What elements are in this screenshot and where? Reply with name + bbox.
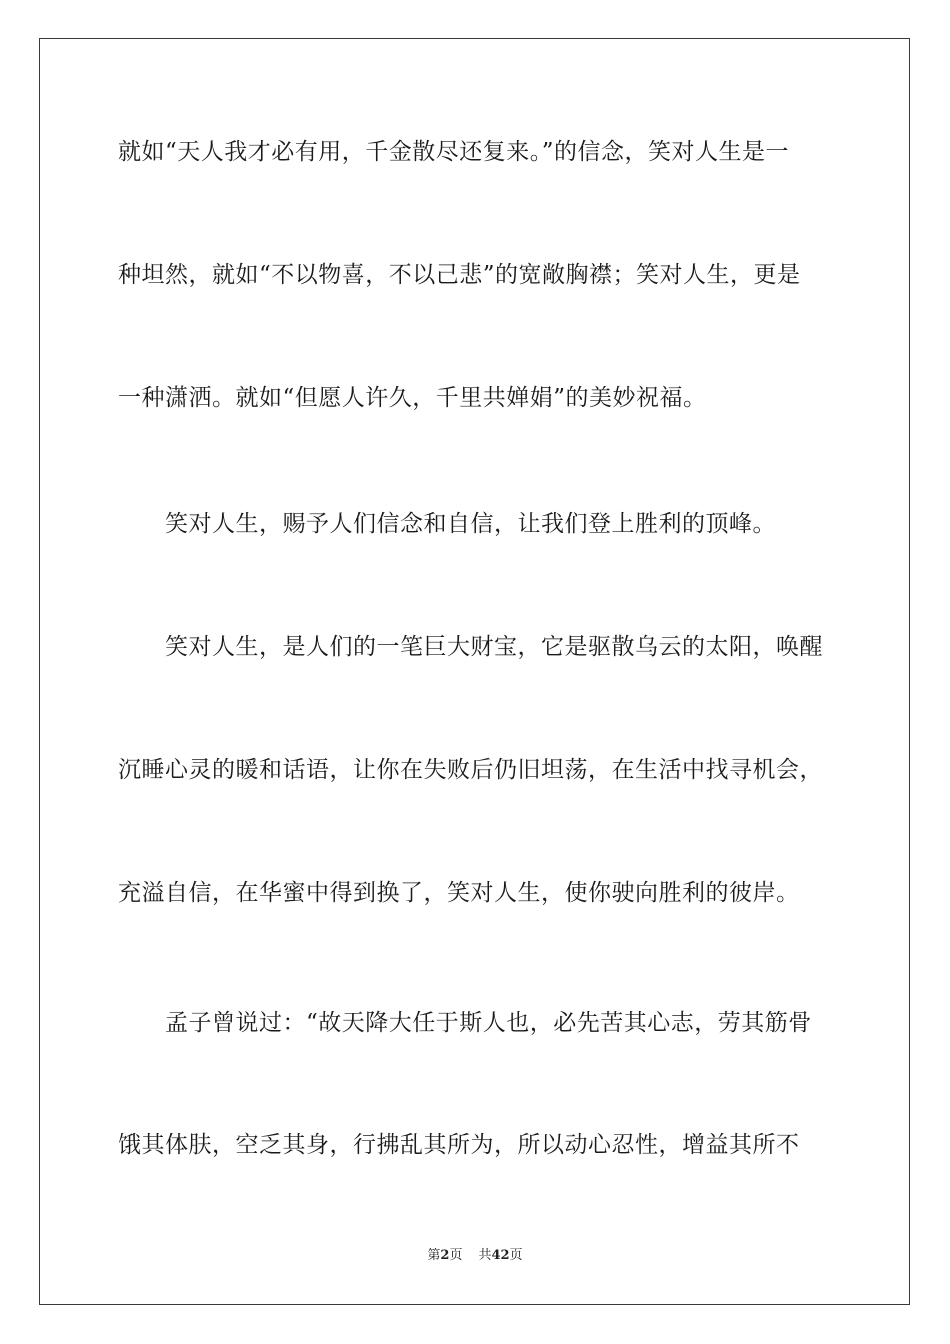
footer-total-prefix: 共 [478, 1248, 492, 1263]
paragraph-first-line: 笑对人生，是人们的一笔巨大财宝，它是驱散乌云的太阳，唤醒 [165, 634, 823, 660]
footer-page-prefix: 第 [427, 1248, 441, 1263]
footer-page-number: 2 [440, 1248, 450, 1263]
body-text-line: 充溢自信，在华蜜中得到换了，笑对人生，使你驶向胜利的彼岸。 [118, 880, 800, 906]
footer-total-pages: 42 [491, 1248, 510, 1263]
body-text-line: 饿其体肤，空乏其身，行拂乱其所为，所以动心忍性，增益其所不 [118, 1132, 800, 1158]
body-text-line: 就如“天人我才必有用，千金散尽还复来。”的信念，笑对人生是一 [118, 139, 790, 165]
footer-total-suffix: 页 [509, 1248, 523, 1263]
body-text-line: 种坦然，就如“不以物喜，不以己悲”的宽敞胸襟；笑对人生，更是 [118, 262, 801, 288]
page-border [39, 38, 910, 1305]
paragraph-first-line: 孟子曾说过：“故天降大任于斯人也，必先苦其心志，劳其筋骨 [165, 1010, 812, 1036]
footer-page-suffix: 页 [449, 1248, 463, 1263]
body-text-line: 一种潇洒。就如“但愿人许久，千里共婵娟”的美妙祝福。 [118, 385, 707, 411]
paragraph-first-line: 笑对人生，赐予人们信念和自信，让我们登上胜利的顶峰。 [165, 511, 776, 537]
body-text-line: 沉睡心灵的暖和话语，让你在失败后仍旧坦荡，在生活中找寻机会， [118, 757, 823, 783]
page-footer [0, 1247, 950, 1265]
